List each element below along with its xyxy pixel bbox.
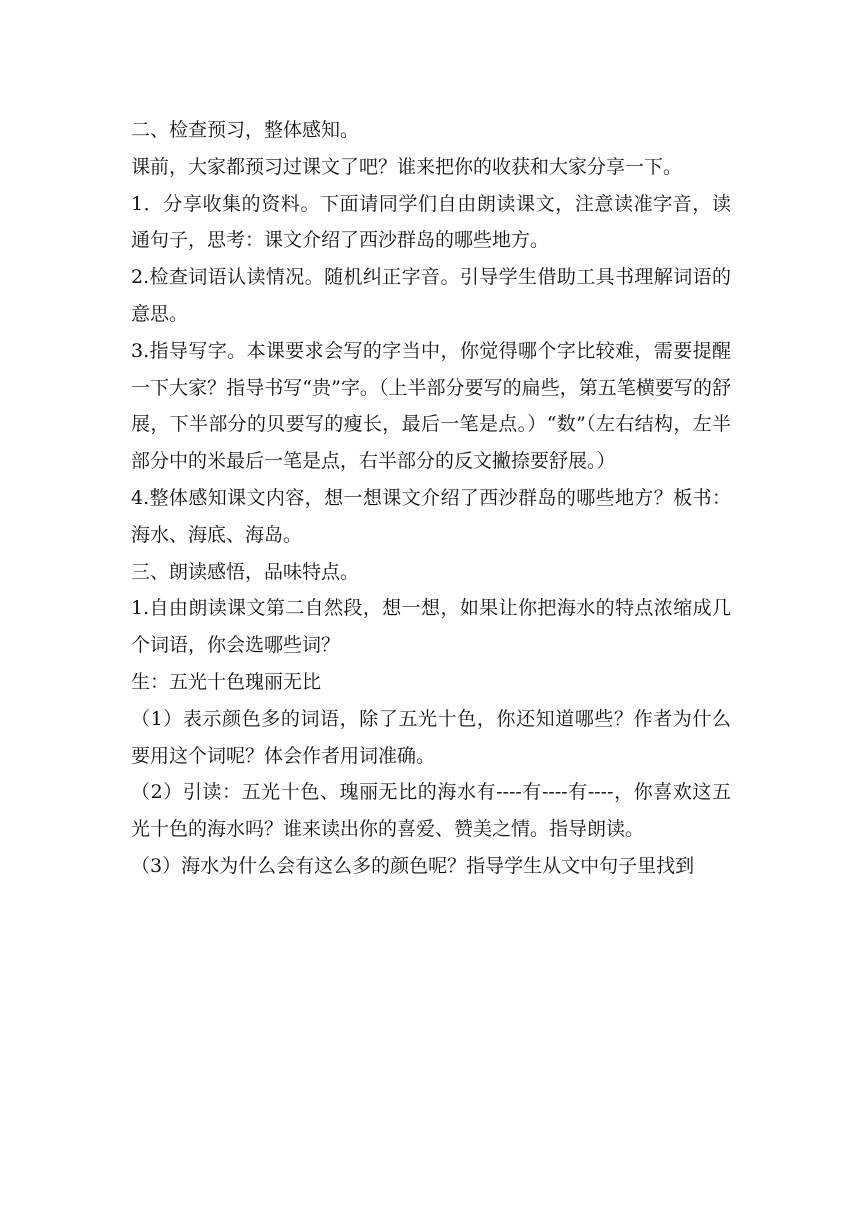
- paragraph-item-3: 3.指导写字。本课要求会写的字当中，你觉得哪个字比较难，需要提醒一下大家？指导书写“贵”字。（上半部分要写的扁些，第五笔横要写的舒展，下半部分的贝要写的瘦长，最后一笔是点。）“数”（左右结构，左半部分中的米最后一笔是点，右半部分的反文撇捺要舒展。）: [131, 339, 731, 473]
- paragraph-sub-2: （2）引读：五光十色、瑰丽无比的海水有----有----有----，你喜欢这五光十色的海水吗？谁来读出你的喜爱、赞美之情。指导朗读。: [131, 781, 731, 841]
- paragraph-student-answer: 生：五光十色瑰丽无比: [131, 670, 322, 693]
- paragraph-reading-1: 1.自由朗读课文第二自然段，想一想，如果让你把海水的特点浓缩成几个词语，你会选哪些词？: [131, 597, 731, 657]
- paragraph-sub-1: （1）表示颜色多的词语，除了五光十色，你还知道哪些？作者为什么要用这个词呢？体会作者用词准确。: [131, 707, 731, 767]
- paragraph-intro: 课前，大家都预习过课文了吧？谁来把你的收获和大家分享一下。: [131, 155, 683, 178]
- section-heading-3: 三、朗读感悟，品味特点。: [131, 560, 360, 583]
- document-page: [131, 112, 731, 885]
- paragraph-item-4: 4.整体感知课文内容，想一想课文介绍了西沙群岛的哪些地方？板书：海水、海底、海岛。: [131, 486, 731, 546]
- paragraph-item-2: 2.检查词语认读情况。随机纠正字音。引导学生借助工具书理解词语的意思。: [131, 266, 731, 325]
- paragraph-item-1: 1．分享收集的资料。下面请同学们自由朗读课文，注意读准字音，读通句子，思考：课文介绍了西沙群岛的哪些地方。: [131, 192, 731, 252]
- paragraph-sub-3: （3）海水为什么会有这么多的颜色呢？指导学生从文中句子里找到: [131, 854, 695, 877]
- section-heading-2: 二、检查预习，整体感知。: [131, 119, 360, 141]
